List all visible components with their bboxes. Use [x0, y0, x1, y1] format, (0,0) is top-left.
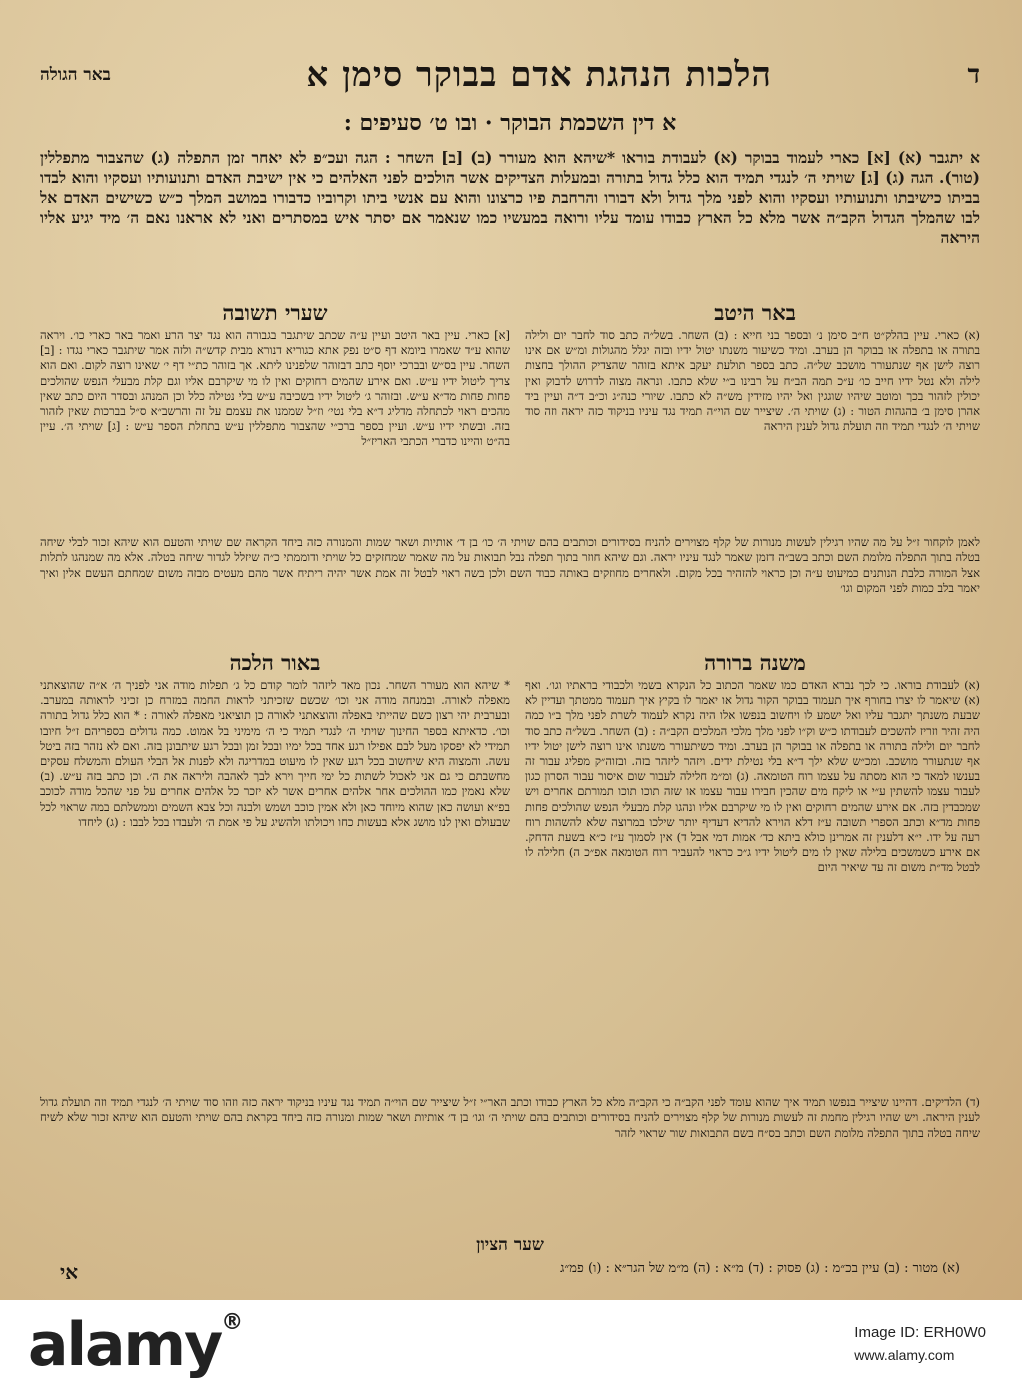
stock-watermark-bar [0, 1300, 1022, 1390]
image-id-label: Image ID: ERH0W0 [854, 1324, 986, 1341]
lower-left-column: * שיהא הוא מעורר השחר. נכון מאד ליזהר לומר קודם כל ג׳ תפלות מודה אני לפניך ה׳ א״ה שהוצאתני מאפלה לאורה. ובמנחה מודה אני וכו׳ שכשם שזכיתני לראות החמה במזרח כן זכיני לראותה במערב. ובערבית יהי רצון כשם שהייתי באפלה והוצאתני לאורה כן תוציאני מאפלה לאורה : * הוא כלל גדול בתורה וכו׳. כדאיתא בספר החינוך שויתי ה׳ לנגדי תמיד כי ה׳ מימיני בל אמוט. כמה גדולים בספריהם ז״ל חיובו תמידי לא יפסקו מעל לבם אפילו רגע אחד בכל ימיו ובכל זמן ובכל רגע שיתבונן בזה. ואם לא נזהר בזה ביטל עשה. והמצוה היא שיחשוב בכל רגע שאין לו מיעוט במדריגה ולא לפנות אל הבלי העולם והמשלח עסקים מחשבתם כי גם אני לאכול לשתות כל ימי חייך וירא לבך לאהבה וליראה את ה׳. וכן כתב בזה ע״ש. (ב) שלא נאמין כמו ההולכים אחר אלהים אחרים אשר לא יזכר כל אלהים אחרים על פני שהכל מודה לכוכב בפ״א ועושה כאן שהוא מיוחד כאן ולא אמין כוכב ושמש ולבנה וכל צבא השמים וממשלתם במה שראוי לכל שבעולם ואין לנו מושג אלא בעשות כחו ויכולתו ולהשיג על פי אמת ה׳ ולעבדו בכל לבבו : (ג) ליחדו [40, 678, 510, 829]
footer-page-mark: אי [60, 1260, 79, 1284]
side-label: באר הגולה [40, 65, 111, 85]
page-header [40, 48, 980, 102]
upper-right-column: (א) כארי. עיין בהלק״ט ח״ב סימן נ׳ ובספר בני חייא : (ב) השחר. בשל״ה כתב סוד לחבר יום ולילה בתורה או בתפלה או בבוקר הן בערב. ומיד כשיעור משנתו יטול ידיו ובזה יגלל מהגולות ומ״ש אם אינו רוצה לישן אף שנתעורר מושכב של״ה. כתב בספר תולעת יעקב איתא בזוהר שהצדיק ההולך בחצות לילה ולא נטל ידיו חייב כו׳ ע״כ תמה הב״ח על רבינו ב״י שלא כתבו. ונראה מצוה לדרוש לדבוק ואין יכולין לזהור בכך ומוטב שיהיו שוגגין ואל יהיו מזידין מש״ה לא כתבו. שיורי כנה״ג וכ״ב ד״ה ועיין ביד אהרן סימן ב׳ בהגהות הטור : (ג) שויתי ה׳. שיצייר שם הוי״ה תמיד נגד עיניו בניקוד כזה יראה וזה סוד שויתי ה׳ לנגדי תמיד וזה תועלת גדול לענין היראה [525, 328, 980, 434]
page-letter: ד [967, 60, 980, 90]
footer-text-block: (ד) הלדיקים. דהיינו שיצייר בנפשו תמיד איך שהוא עומד לפני הקב״ה כי הקב״ה מלא כל הארץ כבודו וכתב האר״י ז״ל שיצייר שם הוי״ה תמיד נגד עיניו בניקוד יראה כזה וזהו סוד שויתי ה׳ לנגדי תמיד וזה תועלת גדול לענין היראה. ויש שהיו רגילין מחמת זה לעשות מנורות של קלף מצוירים להניח בסידורים וכותבים בהם שויתי ה׳ וגו׳ בן ד׳ אותיות ושאר שמות ומנורה כזה ביחד בקראת בהם שויתי והטעם הוא שיהא זכור שלא לשיח שיחה בטלה בתוך התפלה מלומת השם וכתב בס״ח בשם התבואות שור שראוי לזהר [40, 1095, 980, 1140]
page-title: הלכות הנהגת אדם בבוקר סימן א [306, 55, 772, 95]
upper-left-heading: שערי תשובה [222, 300, 328, 325]
main-text-block: א יתגבר (א) [א] כארי לעמוד בבוקר (א) לעבודת בוראו *שיהא הוא מעורר (ב) [ב] השחר : הגה ועכ״פ לא יאחר זמן התפלה (ג) שהצבור מתפללין (טור). הגה (ג) [ג] שויתי ה׳ לנגדי תמיד הוא כלל גדול בתורה ובמעלות הצדיקים אשר הולכים לפני האלהים כי אין ישיבת האדם ותנועותיו ועסקיו והוא לבדו בביתו כישיבתו ותנועותיו ועסקיו והוא לפני מלך גדול ולא דבורו והרחבת פיו כרצונו והוא עם אנשי ביתו וקרוביו כדבורו במושב המלך כ״ש כשישים האדם אל לבו שהמלך הגדול הקב״ה אשר מלא כל הארץ כבודו עומד עליו ורואה במעשיו כמו שנאמר אם יסתר איש במסתרים ואני לא אראנו נאם ה׳ מיד יגיע אליו היראה [40, 148, 980, 247]
footer-notes-line [60, 1260, 960, 1285]
website-label: www.alamy.com [854, 1347, 955, 1363]
lower-left-heading: באור הלכה [229, 650, 321, 675]
lower-right-column: (א) לעבודת בוראו. כי לכך נברא האדם כמו שאמר הכתוב כל הנקרא בשמי ולכבודי בראתיו וגו׳. ואף (א) שיאמר לו יצרו בחורף איך תעמוד בבוקר הקור גדול או יאמר לו בקיץ איך תעמוד ממטתך ועדיין לא שבעת משנתך יתגבר עליו ואל ישמע לו ויחשוב בנפשו אלו היה נקרא לעמוד לשרת לפני מלך ב״ו כמה היה זהיר וזריז להשכים לעבודתו כ״ש וק״ו לפני מלך מלכי המלכים הקב״ה : (ב) השחר. בשל״ה כתב סוד לחבר יום ולילה בתורה או בתפלה או בבוקר הן בערב. ומיד כשיתעורר משנתו אינו רוצה לישן יטול ידיו אף שנתעורר מושכב. ומכ״ש שלא ילך ד״א בלי נטילת ידים. ויזהר ליזהר בזה. ובזוה״ק מפליג עבור זה בענשו למאד כי הוא מסתה על עצמו רוח הטומאה. (ג) ומ״מ חלילה לעבור שום איסור עבור הסרון כגון לעבור עצמו להשתין ע״י או ליקח מים שהכין חבירו עבור עצמו או שזה תוכו תוכו תמורתם אחרים ויש שמכבדין בזה. אם אירע שהמים רחוקים ואין לו מי שיקרבם אליו ונהגו קלת מבעלי הנפש שהולכים פחות פחות מד״א וכתב הספרי תשובה ע״ז דלא הוירא להדיא דעדיף יותר שילכו במרוצה שלא להשהות רוח רעה על ידו. י״א דלענין זה אמרינן כולא ביתא כד׳ אמות דמי אבל ד) אין לסמוך ע״ז כ״א בשעת הדחק. אם אירע כשמשכים בלילה שאין לו מים ליטול ידיו ג״כ כראוי להעביר רוח הטומאה אפ״כ ה) חלילה לו לבטל מד״ת משום זה עד שיאיר היום [525, 678, 980, 875]
upper-right-heading: באר היטב [714, 300, 796, 325]
spanning-text-block: לאמן לוקחור ז״ל על מה שהיו רגילין לעשות מנורות של קלף מצוירים להניח בסידורים וכותבים בהם שויתי ה׳ כו׳ בן ד׳ אותיות ושאר שמות והמנורה כזה ביחד הקראה שם שויתי והטעם הוא שיהא זכור לבלי שיחה בטלה בתוך התפלה מלומת השם וכתב בשב״ה דזמן שאמר לנגד עיניו יראה. וגם שיהא חוזר בתוך תפלה נבל תבואות על מה שאמר שמחזקים כל שויתי ודוממתי כ״ה שיזלל לגדור שיחה בטלה. אלא מה שמנהגו לתלות אצל המורה כלבת הנותנים כמיעוט ע״ה וכן כראוי להזהיר בכל מקום. ולאחרים מחוזקים באותה כבוד השם ולכן בשה ראוי לבטל זה אמת אשר יהיה ריתיח אשר מהם מעטים מבזה משום שמחתם העשם אלין ואיך יאמר בלב כמות לפני המקום וגו׳ [40, 535, 980, 595]
footer-heading: שער הציון [476, 1235, 544, 1255]
footer-notes: (א) מטור : (ב) עיין בכ״מ : (ג) פסוק : (ד) מ״א : (ה) מ״מ של הגר״א : (ו) פמ״ג [560, 1261, 960, 1276]
lower-right-heading: משנה ברורה [704, 650, 806, 675]
stock-info [854, 1322, 986, 1366]
upper-left-column: [א] כארי. עיין באר היטב ועיין ע״ה שכתב שיתגבר בגבורה הוא נגד יצר הרע ואמר באר כארי כו׳. ויראה שהוא ע״ד שאמרו ביומא דף ס״ט נפק אתא כגוריא דנורא מבית קדש״ה ולזה אמר שיתגבר כארי נגדו : [ב] השחר. עיין בס״ש ובברכי יוסף כתב דבזוהר שלפנינו ליתא. אך בזוהר כת״י דף י׳ שאינו רוצה לקום. ואם הוא צריך ליטול ידיו ע״ש. ואם אירע שהמים רחוקים ואין לו מי שיקרבם אליו וגם קלת מבעלי הנפש שהולכים פחות פחות מד״א ע״ש. ובזוהר ג׳ ליטול ידיו בשכיבה ע״ש בלי נטילה כלל וכן המנהג ובסדר היום כתב שאין מהכים ראוי לכתחלה מדליג ד״א בלי נטי׳ וז״ל שממנו את עצמם על זה והרשב״א ס״ל בברכות שאין לזהור בזה. ובשתי ידיו ע״ש. ועיין בספר ברכ״י שהצבור מתפללין ע״ש בתחלת הספר ע״ש : [ג] שויתי ה׳. עיין בה״ט והיינו כדברי הכתבי האריז״ל [40, 328, 510, 449]
section-subtitle: א דין השכמת הבוקר · ובו ט׳ סעיפים : [343, 110, 677, 136]
alamy-logo: alamy® [28, 1310, 242, 1380]
